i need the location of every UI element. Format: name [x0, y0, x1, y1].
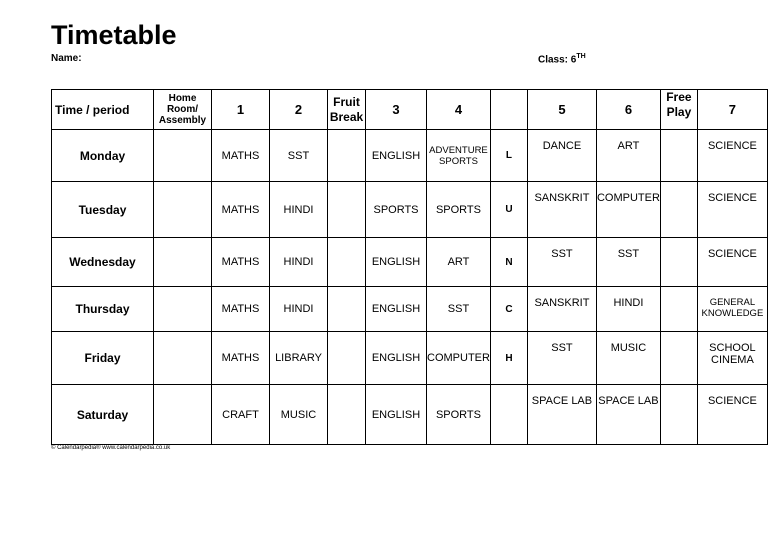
period-6-cell: SST — [596, 238, 660, 287]
page-title: Timetable — [51, 20, 177, 50]
lunch-cell: L — [490, 130, 527, 182]
header-period-4: 4 — [427, 90, 491, 130]
header-fruit-break: Fruit Break — [328, 90, 366, 130]
free-play-cell — [660, 332, 697, 385]
header-home-room: Home Room/ Assembly — [154, 90, 212, 130]
header-period-7: 7 — [697, 90, 767, 130]
free-play-cell — [660, 182, 697, 238]
period-7-cell: GENERAL KNOWLEDGE — [697, 287, 767, 332]
period-2-cell: HINDI — [270, 238, 328, 287]
period-5-cell: DANCE — [527, 130, 596, 182]
period-7-cell: SCIENCE — [697, 182, 767, 238]
timetable — [51, 89, 768, 445]
period-7-cell: SCIENCE — [697, 130, 767, 182]
home-room-cell — [154, 385, 212, 445]
header-period-2: 2 — [270, 90, 328, 130]
home-room-cell — [154, 238, 212, 287]
home-room-cell — [154, 182, 212, 238]
period-1-cell: CRAFT — [212, 385, 270, 445]
period-6-cell: HINDI — [596, 287, 660, 332]
home-room-cell — [154, 332, 212, 385]
home-room-cell — [154, 130, 212, 182]
fruit-break-cell — [328, 238, 366, 287]
period-6-cell: SPACE LAB — [596, 385, 660, 445]
day-cell: Thursday — [52, 287, 154, 332]
period-5-cell: SPACE LAB — [527, 385, 596, 445]
free-play-cell — [660, 238, 697, 287]
day-cell: Saturday — [52, 385, 154, 445]
period-4-cell: SPORTS — [427, 385, 491, 445]
day-cell: Wednesday — [52, 238, 154, 287]
table-row — [52, 130, 768, 182]
header-time-period: Time / period — [52, 90, 154, 130]
table-row — [52, 385, 768, 445]
class-superscript: TH — [576, 53, 586, 60]
lunch-cell: U — [490, 182, 527, 238]
header-row — [52, 90, 768, 130]
fruit-break-cell — [328, 182, 366, 238]
period-2-cell: HINDI — [270, 182, 328, 238]
lunch-cell: N — [490, 238, 527, 287]
period-2-cell: LIBRARY — [270, 332, 328, 385]
header-free-play: Free Play — [660, 90, 697, 130]
period-2-cell: HINDI — [270, 287, 328, 332]
fruit-break-cell — [328, 130, 366, 182]
period-3-cell: ENGLISH — [366, 287, 427, 332]
lunch-cell: H — [490, 332, 527, 385]
period-1-cell: MATHS — [212, 287, 270, 332]
period-4-cell: SPORTS — [427, 182, 491, 238]
period-1-cell: MATHS — [212, 182, 270, 238]
day-cell: Friday — [52, 332, 154, 385]
period-4-cell: ADVENTURE SPORTS — [427, 130, 491, 182]
copyright-footer: © Calendarpedia® www.calendarpedia.co.uk — [51, 445, 171, 451]
period-4-cell: COMPUTER — [427, 332, 491, 385]
table-row — [52, 238, 768, 287]
period-5-cell: SANSKRIT — [527, 182, 596, 238]
day-cell: Monday — [52, 130, 154, 182]
fruit-break-cell — [328, 287, 366, 332]
header-period-3: 3 — [366, 90, 427, 130]
period-1-cell: MATHS — [212, 130, 270, 182]
period-6-cell: ART — [596, 130, 660, 182]
lunch-cell: C — [490, 287, 527, 332]
table-row — [52, 287, 768, 332]
period-1-cell: MATHS — [212, 238, 270, 287]
period-4-cell: ART — [427, 238, 491, 287]
period-3-cell: ENGLISH — [366, 238, 427, 287]
period-5-cell: SST — [527, 238, 596, 287]
home-room-cell — [154, 287, 212, 332]
period-7-cell: SCIENCE — [697, 385, 767, 445]
free-play-cell — [660, 385, 697, 445]
fruit-break-cell — [328, 332, 366, 385]
lunch-cell — [490, 385, 527, 445]
period-7-cell: SCIENCE — [697, 238, 767, 287]
day-cell: Tuesday — [52, 182, 154, 238]
period-4-cell: SST — [427, 287, 491, 332]
free-play-cell — [660, 287, 697, 332]
header-period-6: 6 — [596, 90, 660, 130]
class-label — [538, 53, 586, 65]
period-7-cell: SCHOOL CINEMA — [697, 332, 767, 385]
table-row — [52, 332, 768, 385]
period-3-cell: ENGLISH — [366, 385, 427, 445]
period-3-cell: ENGLISH — [366, 332, 427, 385]
period-3-cell: SPORTS — [366, 182, 427, 238]
free-play-cell — [660, 130, 697, 182]
header-period-1: 1 — [212, 90, 270, 130]
period-5-cell: SANSKRIT — [527, 287, 596, 332]
period-1-cell: MATHS — [212, 332, 270, 385]
period-3-cell: ENGLISH — [366, 130, 427, 182]
header-lunch-blank — [490, 90, 527, 130]
table-row — [52, 182, 768, 238]
fruit-break-cell — [328, 385, 366, 445]
period-2-cell: MUSIC — [270, 385, 328, 445]
period-5-cell: SST — [527, 332, 596, 385]
period-2-cell: SST — [270, 130, 328, 182]
name-label: Name: — [51, 53, 82, 64]
period-6-cell: MUSIC — [596, 332, 660, 385]
header-period-5: 5 — [527, 90, 596, 130]
period-6-cell: COMPUTER — [596, 182, 660, 238]
class-value: Class: 6 — [538, 54, 577, 66]
